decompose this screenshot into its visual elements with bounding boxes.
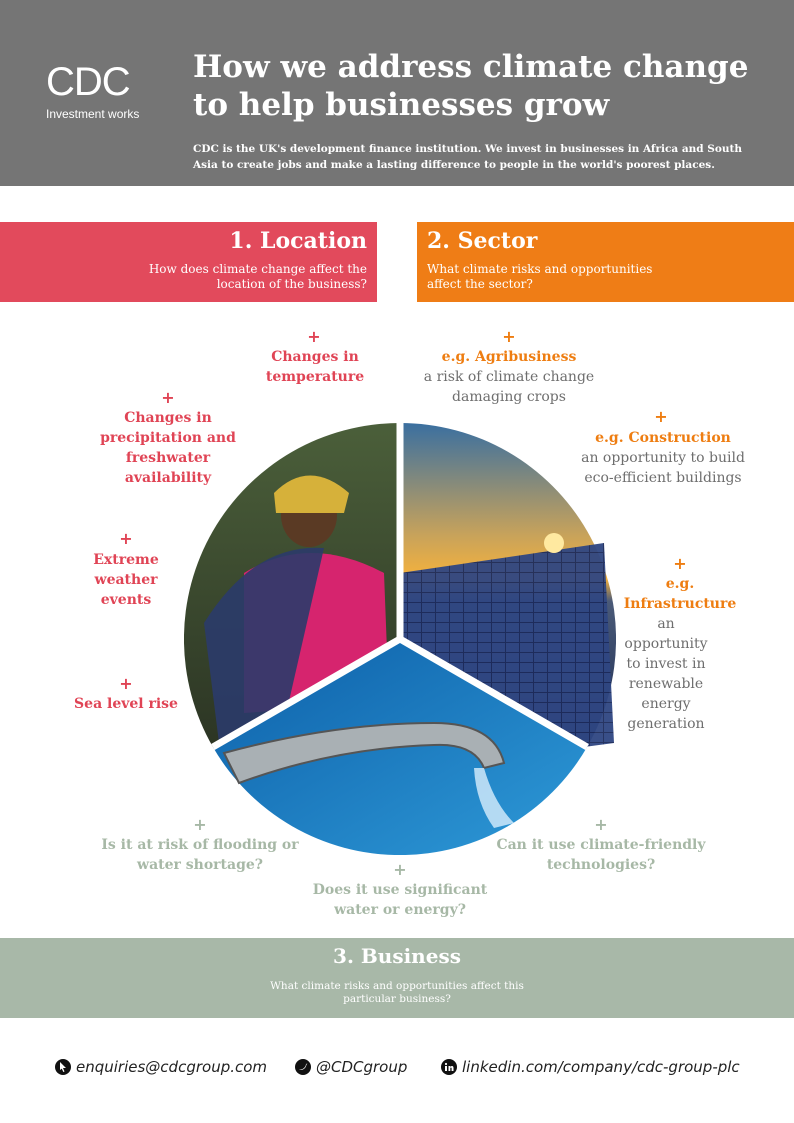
location-question: How does climate change affect the location of the business?	[148, 262, 367, 291]
footer-linkedin[interactable]	[441, 1058, 740, 1076]
page-title: How we address climate change to help businesses grow	[193, 49, 749, 123]
sector-item-construction-name: e.g. Construction	[595, 430, 731, 446]
plus-icon: +	[307, 327, 321, 346]
sector-item-infrastructure-name: e.g. Infrastructure	[623, 576, 737, 612]
location-item-temperature: Changes in temperature	[265, 349, 365, 385]
sector-item-infrastructure-desc: an opportunity to invest in renewable energy generation	[624, 616, 708, 732]
linkedin-link[interactable]: linkedin.com/company/cdc-group-plc	[462, 1058, 740, 1076]
sun-shape	[544, 533, 564, 553]
plus-icon: +	[119, 529, 133, 548]
sector-title: 2. Sector	[427, 228, 538, 254]
twitter-link[interactable]: @CDCgroup	[316, 1058, 408, 1076]
plus-icon: +	[161, 388, 175, 407]
linkedin-icon	[441, 1059, 457, 1075]
sector-item-agribusiness-name: e.g. Agribusiness	[441, 349, 577, 365]
footer-email[interactable]	[55, 1058, 267, 1076]
plus-icon: +	[502, 327, 516, 346]
business-item-flooding: Is it at risk of flooding or water shortage?	[101, 837, 299, 873]
email-link[interactable]: enquiries@cdcgroup.com	[76, 1058, 268, 1076]
plus-icon: +	[654, 407, 668, 426]
plus-icon: +	[193, 815, 207, 834]
footer-twitter[interactable]	[295, 1058, 407, 1076]
plus-icon: +	[119, 674, 133, 693]
twitter-icon	[295, 1059, 311, 1075]
sector-item-construction-desc: an opportunity to build eco-efficient buildings	[581, 450, 745, 486]
location-item-precipitation: Changes in precipitation and freshwater availability	[100, 410, 236, 486]
business-question: What climate risks and opportunities affect this particular business?	[270, 980, 524, 1005]
location-banner	[0, 222, 377, 302]
sector-item-agribusiness-desc: a risk of climate change damaging crops	[423, 369, 595, 405]
photo-wheel	[184, 423, 616, 855]
sector-question: What climate risks and opportunities affect the sector?	[427, 262, 653, 291]
logo-tagline: Investment works	[46, 107, 140, 121]
location-title: 1. Location	[229, 228, 367, 254]
sector-banner	[417, 222, 794, 302]
plus-icon: +	[673, 554, 687, 573]
plus-icon: +	[393, 860, 407, 879]
business-item-climate-tech: Can it use climate-friendly technologies?	[496, 837, 706, 873]
business-title: 3. Business	[333, 944, 461, 968]
intro-text: CDC is the UK's development finance institution. We invest in businesses in Africa and South Asia to create jobs and make a lasting difference to people in the world's poorest places.	[193, 143, 742, 171]
location-item-extreme-weather: Extreme weather events	[93, 552, 159, 608]
logo: CDC	[46, 60, 130, 104]
location-item-sea-level: Sea level rise	[74, 696, 178, 712]
business-banner	[0, 938, 794, 1018]
business-item-water-energy: Does it use significant water or energy?	[312, 882, 488, 918]
cursor-icon	[55, 1059, 71, 1075]
plus-icon: +	[594, 815, 608, 834]
